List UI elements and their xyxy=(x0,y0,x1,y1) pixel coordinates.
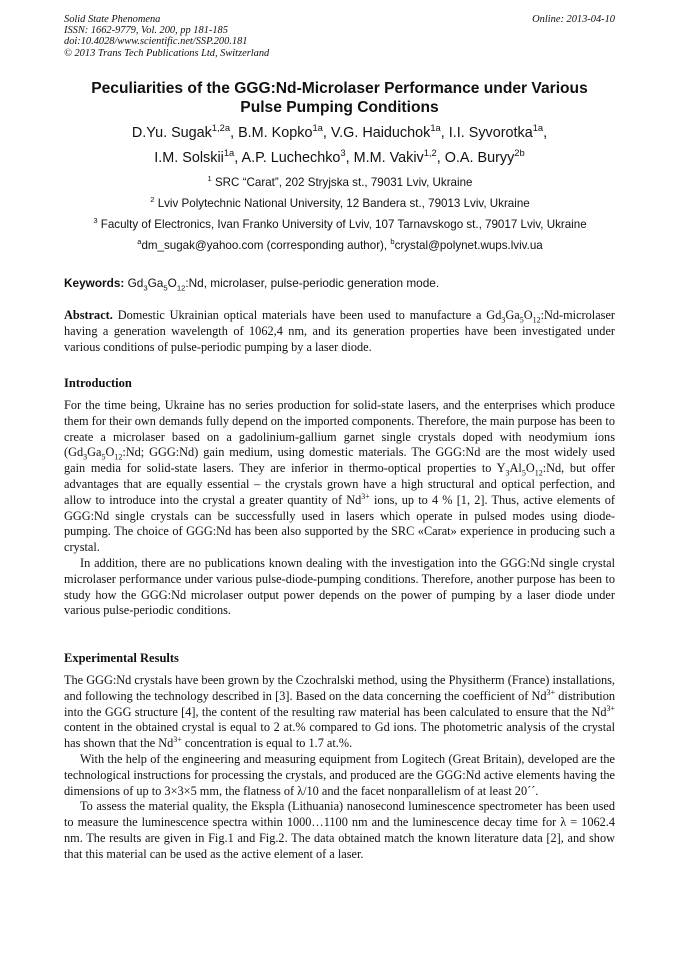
subscript: 3 xyxy=(143,283,148,293)
email-corresponding: dm_sugak@yahoo.com (corresponding author), xyxy=(141,239,391,252)
subscript: 5 xyxy=(101,452,106,462)
title-line-1: Peculiarities of the GGG:Nd-Microlaser Performance under Various xyxy=(91,80,588,97)
paragraph xyxy=(64,673,615,752)
paragraph-text: The GGG:Nd crystals have been grown by the Czochralski method, using the Physitherm (France) installations, and following the technology described in [3]. Based on the data concerning the coefficient of Nd xyxy=(64,673,615,703)
author-name: M.M. Vakiv xyxy=(353,150,424,166)
author-name: D.Yu. Sugak xyxy=(131,125,212,141)
author-line-1: D.Yu. Sugak$^{1,2a}$, B.M. Kopko$^{1a}$, V.G. Haiduchok$^{1a}$, I.I. Syvorotka$^{1a}$, xyxy=(131,123,548,141)
subscript: 12 xyxy=(114,452,123,462)
author-list xyxy=(64,121,615,171)
journal-doi: doi:10.4028/www.scientific.net/SSP.200.181 xyxy=(64,36,248,48)
subscript: 12 xyxy=(532,315,541,325)
subscript: 12 xyxy=(534,468,543,478)
author-name: I.I. Syvorotka xyxy=(448,125,533,141)
author-affil-sup: 3 xyxy=(340,148,346,159)
author-affil-sup: 1a xyxy=(430,123,441,134)
paragraph-text: :Nd, but offer advantages that are equally essential – the crystals grown have a high structural and optical perfection, and allow to introduce into the crystal a greater quantity of Nd xyxy=(64,461,615,507)
paragraph: In addition, there are no publications known dealing with the investigation into the GGG:Nd single crystal microlaser performance under various pulse-diode-pumping conditions. Therefore, another purpose has been to study how the GGG:Nd microlaser output power depends on the power of pumping by a laser diode under various pulse-periodic conditions. xyxy=(64,555,615,618)
introduction-body xyxy=(64,398,615,619)
paragraph-text: O xyxy=(105,445,115,460)
affiliation-sup: 3 xyxy=(93,216,98,226)
author-name: I.M. Solskii xyxy=(154,150,224,166)
subscript: 5 xyxy=(163,283,168,293)
abstract-text: Domestic Ukrainian optical materials have been used to manufacture a Gd xyxy=(117,308,502,322)
author-emails xyxy=(50,239,630,253)
author-affil-sup: 1,2 xyxy=(423,148,437,159)
subscript: 5 xyxy=(519,315,524,325)
affiliation-2 xyxy=(50,197,630,211)
paragraph-text: Ga xyxy=(87,445,102,460)
author-affil-sup: 2b xyxy=(514,148,525,159)
affiliation-1 xyxy=(50,176,630,190)
abstract-text: Ga xyxy=(505,308,520,322)
journal-name: Solid State Phenomena xyxy=(64,14,161,25)
paragraph-text: distribution into the GGG structure [4], the content of the resulting raw material has been calculated to ensure that the Nd xyxy=(64,688,615,719)
superscript: 3+ xyxy=(546,687,556,697)
journal-header xyxy=(64,14,615,59)
journal-copyright: © 2013 Trans Tech Publications Ltd, Switzerland xyxy=(64,47,270,59)
author-name: B.M. Kopko xyxy=(238,125,313,141)
subscript: 5 xyxy=(521,468,526,478)
affiliation-text: SRC “Carat”, 202 Stryjska st., 79031 Lviv, Ukraine xyxy=(214,176,473,189)
subscript: 3 xyxy=(83,452,88,462)
author-affil-sup: 1,2a xyxy=(211,123,231,134)
superscript: 3+ xyxy=(361,491,370,501)
superscript: 3+ xyxy=(606,703,615,713)
email-sup: b xyxy=(390,237,395,247)
affiliation-sup: 1 xyxy=(207,174,212,184)
paper-title xyxy=(64,80,615,117)
experimental-body xyxy=(64,673,615,863)
section-heading-experimental: Experimental Results xyxy=(64,651,179,665)
keywords xyxy=(64,276,615,293)
paragraph xyxy=(64,398,615,556)
abstract-label: Abstract. xyxy=(64,308,113,322)
author-affil-sup: 1a xyxy=(223,148,235,159)
subscript: 3 xyxy=(501,315,506,325)
email-sup: a xyxy=(137,237,142,247)
title-line-2: Pulse Pumping Conditions xyxy=(240,98,439,116)
paragraph-text: O xyxy=(525,461,535,476)
affiliation-text: Lviv Polytechnic National University, 12 Bandera st., 79013 Lviv, Ukraine xyxy=(157,197,530,210)
abstract-text: O xyxy=(523,308,533,322)
author-affil-sup: 1a xyxy=(312,123,323,134)
paragraph: To assess the material quality, the Ekspla (Lithuania) nanosecond luminescence spectrometer has been used to measure the luminescence spectra within 1000…1100 nm and the luminescence decay time for λ = 1062.4 nm. The results are given in Fig.1 and Fig.2. The data obtained match the known literature data [2], and show that this material can be used as the active element of a laser. xyxy=(64,799,615,861)
section-heading-introduction: Introduction xyxy=(64,376,132,390)
paragraph-text: concentration is equal to 1.7 at.%. xyxy=(181,736,353,751)
author-name: A.P. Luchechko xyxy=(241,150,341,166)
online-date: Online: 2013-04-10 xyxy=(532,14,615,25)
keywords-text: Ga xyxy=(147,276,164,290)
author-name: V.G. Haiduchok xyxy=(330,125,431,141)
abstract xyxy=(64,308,615,355)
author-line-2: I.M. Solskii$^{1a}$, A.P. Luchechko$^3$, M.M. Vakiv$^{1,2}$, O.A. Buryy$^{2b}$ xyxy=(154,148,525,166)
keywords-text: :Nd, microlaser, pulse-periodic generation mode. xyxy=(185,276,440,290)
affiliation-sup: 2 xyxy=(150,195,155,205)
affiliation-3 xyxy=(50,218,630,232)
email-secondary: crystal@polynet.wups.lviv.ua xyxy=(394,239,543,252)
paragraph-text: ions, up to 4 % [1, 2]. Thus, active elements of GGG:Nd single crystals can be successfully used in lasers which operate in pulsed modes using diode-pumping. The choice of GGG:Nd has been also supported by the SRC «Carat» experience in producing such a crystal. xyxy=(64,492,616,555)
paragraph-text: Al xyxy=(509,461,522,476)
paragraph-text: For the time being, Ukraine has no series production for solid-state lasers, and the enterprises which produce them for their own demands fully depend on the imported components. Therefore, the main purpose has been to create a microlaser based on a gadolinium-gallium garnet single crystals doped with neodymium ions (Gd xyxy=(64,398,615,460)
abstract-text: :Nd-microlaser having a generation wavelength of 1062,4 nm, and its generation properties have been investigated under various conditions of pulse-periodic pumping by a laser diode. xyxy=(64,308,615,354)
affiliation-text: Faculty of Electronics, Ivan Franko University of Lviv, 107 Tarnavskogo st., 79017 Lviv, Ukraine xyxy=(100,218,587,231)
keywords-text: O xyxy=(167,276,177,290)
superscript: 3+ xyxy=(173,735,182,745)
paragraph: With the help of the engineering and measuring equipment from Logitech (Great Britain), developed are the technological instructions for processing the crystals, and produced are the GGG:Nd active elements having the dimensions of up to 3×3×5 mm, the flatness of λ/10 and the facet nonparallelism of at least 20´´. xyxy=(64,751,615,798)
author-affil-sup: 1a xyxy=(532,123,544,134)
keywords-text: Gd xyxy=(127,276,144,290)
subscript: 12 xyxy=(176,283,186,293)
journal-issn: ISSN: 1662-9779, Vol. 200, pp 181-185 xyxy=(64,25,228,37)
author-name: O.A. Buryy xyxy=(444,150,515,166)
subscript: 3 xyxy=(505,468,510,478)
keywords-label: Keywords: xyxy=(64,276,125,290)
paragraph-text: :Nd; GGG:Nd) gain medium, using domestic materials. The GGG:Nd are the most widely used gain media for solid-state lasers. They are inferior in thermo-optical properties to Y xyxy=(64,445,615,476)
paragraph-text: content in the obtained crystal is equal to 2 at.% compared to Gd ions. The photometric analysis of the crystal has shown that the Nd xyxy=(64,720,615,751)
